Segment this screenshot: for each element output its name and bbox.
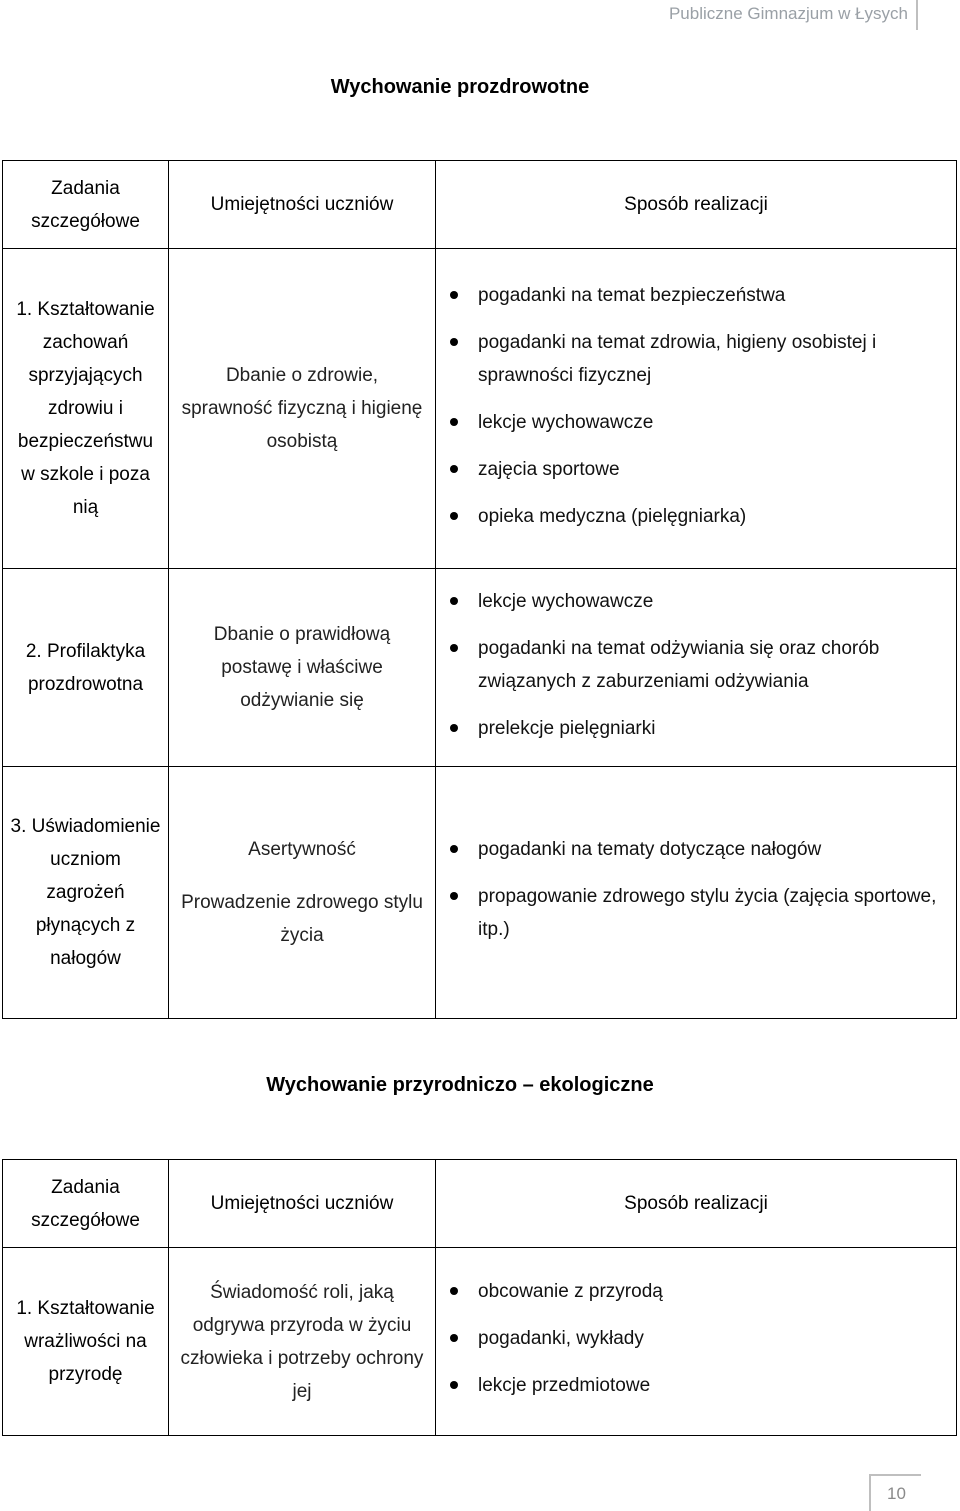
column-header: Umiejętności uczniów (169, 1160, 436, 1248)
methods-cell (436, 249, 957, 569)
method-item: lekcje wychowawcze (450, 406, 956, 439)
methods-cell (436, 1248, 957, 1436)
method-item: pogadanki na tematy dotyczące nałogów (450, 833, 956, 866)
method-item: lekcje przedmiotowe (450, 1369, 956, 1402)
table-row (3, 1248, 957, 1436)
column-header: Umiejętności uczniów (169, 161, 436, 249)
skills-line: Prowadzenie zdrowego stylu życia (181, 892, 423, 946)
column-header: Sposób realizacji (436, 161, 957, 249)
column-header: Zadania szczegółowe (3, 161, 169, 249)
skills-cell: Dbanie o zdrowie, sprawność fizyczną i higienę osobistą (169, 249, 436, 569)
method-item: pogadanki, wykłady (450, 1322, 956, 1355)
table-row (3, 767, 957, 1019)
skills-cell: Świadomość roli, jaką odgrywa przyroda w życiu człowieka i potrzeby ochrony jej (169, 1248, 436, 1436)
method-item: lekcje wychowawcze (450, 585, 956, 618)
skills-line: Asertywność (248, 839, 356, 860)
method-item: obcowanie z przyrodą (450, 1275, 956, 1308)
method-item: pogadanki na temat odżywiania się oraz chorób związanych z zaburzeniami odżywiania (450, 632, 956, 698)
method-item: zajęcia sportowe (450, 453, 956, 486)
task-cell: 1. Kształtowanie zachowań sprzyjających zdrowiu i bezpieczeństwu w szkole i poza nią (3, 249, 169, 569)
page-number: 10 (887, 1484, 906, 1503)
method-item: opieka medyczna (pielęgniarka) (450, 500, 956, 533)
task-cell: 1. Kształtowanie wrażliwości na przyrodę (3, 1248, 169, 1436)
column-header: Zadania szczegółowe (3, 1160, 169, 1248)
ecology-table (2, 1159, 957, 1436)
section-title: Wychowanie przyrodniczo – ekologiczne (266, 1074, 654, 1096)
table-header-row (3, 1160, 957, 1248)
table-header-row (3, 161, 957, 249)
column-header: Sposób realizacji (436, 1160, 957, 1248)
methods-cell (436, 767, 957, 1019)
method-item: pogadanki na temat zdrowia, higieny osobistej i sprawności fizycznej (450, 326, 956, 392)
table-row (3, 569, 957, 767)
method-item: prelekcje pielęgniarki (450, 712, 956, 745)
health-table (2, 160, 957, 1019)
methods-cell (436, 569, 957, 767)
task-cell: 2. Profilaktyka prozdrowotna (3, 569, 169, 767)
skills-cell (169, 767, 436, 1019)
section-title: Wychowanie prozdrowotne (330, 76, 590, 98)
header-divider (916, 0, 918, 30)
table-row (3, 249, 957, 569)
method-item: propagowanie zdrowego stylu życia (zajęcia sportowe, itp.) (450, 880, 956, 946)
skills-cell: Dbanie o prawidłową postawę i właściwe odżywianie się (169, 569, 436, 767)
task-cell: 3. Uświadomienie uczniom zagrożeń płynących z nałogów (3, 767, 169, 1019)
page-header: Publiczne Gimnazjum w Łysych (668, 4, 908, 23)
method-item: pogadanki na temat bezpieczeństwa (450, 279, 956, 312)
